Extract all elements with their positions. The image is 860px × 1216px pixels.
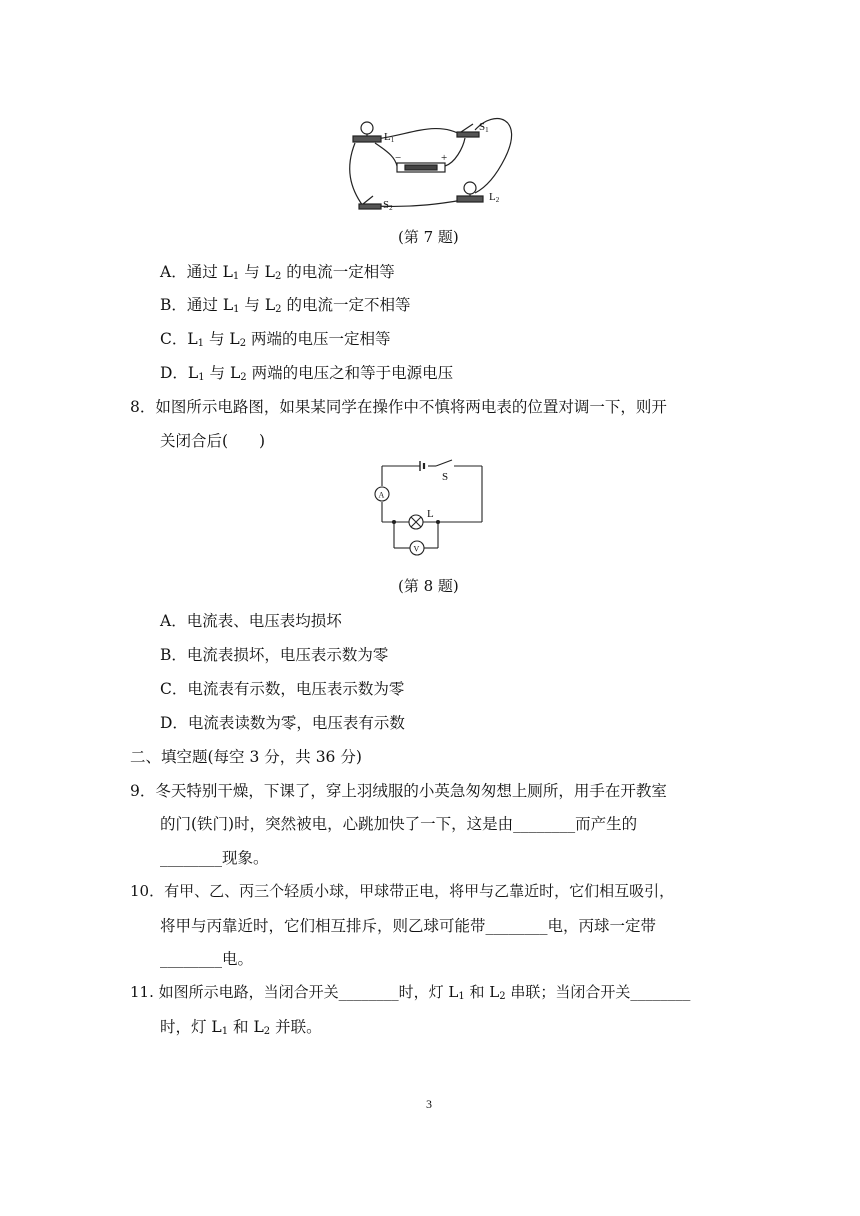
svg-text:L: L [427,508,434,520]
svg-text:L1: L1 [384,131,395,144]
q10-line2: 将甲与丙靠近时，它们相互排斥，则乙球可能带________电，丙球一定带 [160,917,657,935]
q9-line3: ________现象。 [160,849,269,867]
svg-text:−: − [395,152,402,164]
svg-text:L2: L2 [489,191,500,204]
section-heading: 二、填空题(每空 3 分，共 36 分) [130,748,362,766]
q7-option-d: D．$L_1$ 与 $L_2$ 两端的电压之和等于电源电压 [160,364,454,383]
q8-option-c: C．电流表有示数，电压表示数为零 [160,680,405,698]
figure-7-caption: (第 7 题) [398,228,459,246]
figure-7-circuit [345,108,520,218]
figure-8-circuit [372,458,490,558]
q10-line3: ________电。 [160,950,254,968]
svg-text:S: S [442,471,449,483]
svg-text:A: A [378,490,385,500]
page-number: 3 [426,1097,432,1111]
q7-option-b: B．通过 $L_1$ 与 $L_2$ 的电流一定不相等 [160,296,411,315]
q7-option-c: C．$L_1$ 与 $L_2$ 两端的电压一定相等 [160,330,391,349]
q8-line1: 8．如图所示电路图，如果某同学在操作中不慎将两电表的位置对调一下，则开 [130,398,667,416]
q9-line2: 的门(铁门)时，突然被电，心跳加快了一下，这是由________而产生的 [160,815,638,833]
q7-option-a: A．通过 $L_1$ 与 $L_2$ 的电流一定相等 [160,263,395,282]
svg-text:V: V [413,544,420,554]
q8-option-d: D．电流表读数为零，电压表有示数 [160,714,405,732]
q8-option-a: A．电流表、电压表均损坏 [160,612,342,630]
svg-text:S1: S1 [479,121,489,134]
q8-option-b: B．电流表损坏，电压表示数为零 [160,646,389,664]
q8-line2: 关闭合后( ) [160,432,266,450]
figure-8-caption: (第 8 题) [398,577,459,595]
q10-line1: 10．有甲、乙、丙三个轻质小球，甲球带正电，将甲与乙靠近时，它们相互吸引， [130,882,675,900]
svg-text:+: + [441,152,448,164]
q9-line1: 9．冬天特别干燥，下课了，穿上羽绒服的小英急匆匆想上厕所，用手在开教室 [130,782,667,800]
q11-line2: 时，灯 $L_1$ 和 $L_2$ 并联。 [160,1018,322,1037]
q11-line1: 11. 如图所示电路，当闭合开关________时，灯 $L_1$ 和 $L_2$ 串联；当闭合开关________ [130,983,691,1002]
svg-text:S2: S2 [383,199,393,212]
